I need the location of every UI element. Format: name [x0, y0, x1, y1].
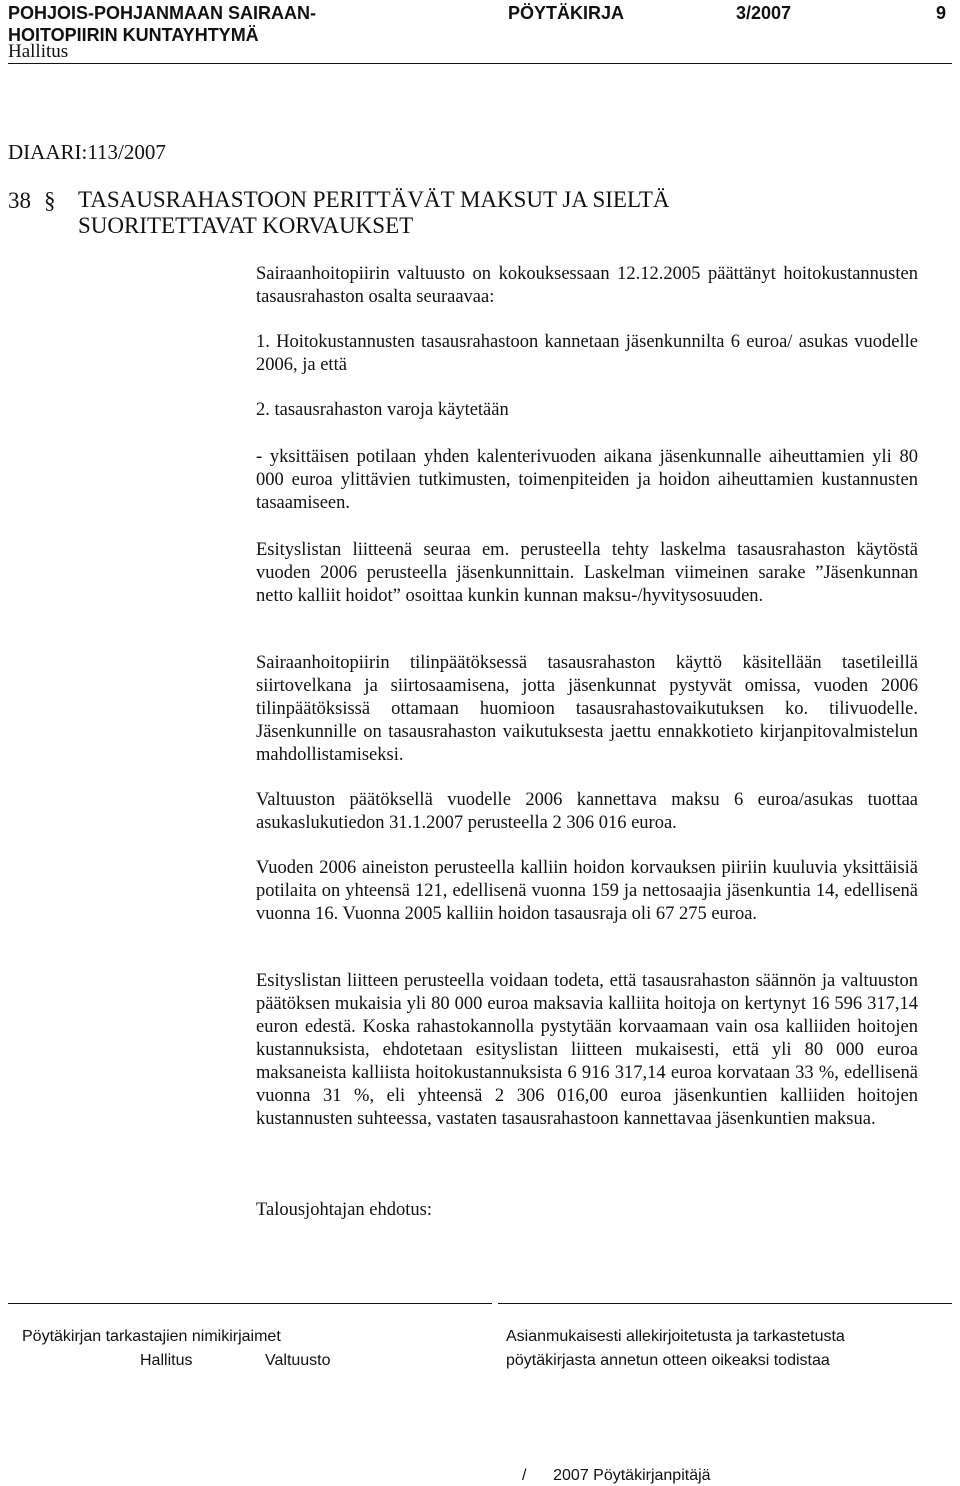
paragraph-accounting: Sairaanhoitopiirin tilinpäätöksessä tasausrahaston käyttö käsitellään tasetileillä siirtovelkana ja siirtosaamisena, jotta jäsenkunnat pystyvät omissa, vuoden 2006 tilinpäätöksissä ottamaan huomioon tasausrahastovaikutuksen ko. tilivuodelle. Jäsenkunnille on tasausrahaston vaikutuksesta jaettu ennakkotieto kirjanpitovalmistelun mahdollistamiseksi.	[256, 653, 918, 765]
section-title-line2: SUORITETTAVAT KORVAUKSET	[78, 213, 414, 238]
section-number: 38	[8, 188, 31, 213]
footer-initials-council: Valtuusto	[265, 1352, 331, 1369]
paragraph-fee: Valtuuston päätöksellä vuodelle 2006 kannettava maksu 6 euroa/asukas tuottaa asukaslukutiedon 31.1.2007 perusteella 2 306 016 euroa.	[256, 790, 918, 833]
footer-initials-board: Hallitus	[140, 1352, 193, 1369]
section-symbol: §	[44, 188, 56, 213]
paragraph-patients: Vuoden 2006 aineiston perusteella kalliin hoidon korvauksen piiriin kuuluvia yksittäisiä potilaita on yhteensä 121, edellisenä vuonna 159 ja nettosaajia jäsenkuntia 14, edellisenä vuonna 16. Vuonna 2005 kalliin hoidon tasausraja oli 67 275 euroa.	[256, 858, 918, 924]
footer-rule-left	[8, 1303, 492, 1304]
paragraph-item-1: 1. Hoitokustannusten tasausrahastoon kannetaan jäsenkunnilta 6 euroa/ asukas vuodelle 2006, ja että	[256, 332, 918, 375]
section-title-line1: TASAUSRAHASTOON PERITTÄVÄT MAKSUT JA SIELTÄ	[78, 187, 670, 212]
footer-rule-right	[498, 1303, 952, 1304]
footer-certification-line2: pöytäkirjasta annetun otteen oikeaksi todistaa	[506, 1352, 830, 1369]
organization-name-line2: HOITOPIIRIN KUNTAYHTYMÄ	[8, 25, 259, 45]
paragraph-compensation: Esityslistan liitteen perusteella voidaan todeta, että tasausrahaston säännön ja valtuuston päätöksen mukaisia yli 80 000 euroa maksavia kalliita hoitoja on kertynyt 16 596 317,14 euron edestä. Koska rahastokannolla pystytään korvaamaan vain osa kalliiden hoitojen kustannuksista, ehdotetaan esityslistan liitteen mukaisesti, että yli 80 000 euroa maksaneista kalliista hoitokustannuksista 6 916 317,14 euroa korvataan 33 %, edellisenä vuonna 31 %, eli yhteensä 2 306 016,00 euroa jäsenkuntien kalliiden hoitojen kustannusten suhteessa, vastaten tasausrahastoon kannettavaa jäsenkuntien maksua.	[256, 971, 918, 1129]
document-type: PÖYTÄKIRJA	[508, 3, 625, 23]
footer-initials-title: Pöytäkirjan tarkastajien nimikirjaimet	[22, 1328, 281, 1345]
organization-name-line1: POHJOIS-POHJANMAAN SAIRAAN-	[8, 3, 317, 23]
paragraph-attachment: Esityslistan liitteenä seuraa em. perusteella tehty laskelma tasausrahaston käytöstä vuoden 2006 perusteella jäsenkunnittain. Laskelman viimeinen sarake ”Jäsenkunnan netto kalliit hoidot” osoittaa kunkin kunnan maksu-/hyvitysosuuden.	[256, 540, 918, 606]
paragraph-item-2: 2. tasausrahaston varoja käytetään	[256, 400, 509, 420]
document-number: 3/2007	[736, 3, 792, 23]
page-number: 9	[936, 3, 947, 23]
footer-signature-line: / 2007 Pöytäkirjanpitäjä	[522, 1467, 711, 1484]
paragraph-proposal-heading: Talousjohtajan ehdotus:	[256, 1200, 432, 1220]
diaari-number: DIAARI:113/2007	[8, 140, 166, 164]
paragraph-decision-intro: Sairaanhoitopiirin valtuusto on kokouksessaan 12.12.2005 päättänyt hoitokustannusten tasausrahaston osalta seuraavaa:	[256, 264, 918, 307]
header-rule	[8, 63, 952, 64]
footer-certification-line1: Asianmukaisesti allekirjoitetusta ja tarkastetusta	[506, 1328, 845, 1345]
paragraph-item-2-detail: - yksittäisen potilaan yhden kalenterivuoden aikana jäsenkunnalle aiheuttamien yli 80 000 euroa ylittävien tutkimusten, toimenpiteiden ja hoidon aiheuttamien kustannusten tasaamiseen.	[256, 447, 918, 513]
meeting-body: Hallitus	[8, 41, 69, 62]
